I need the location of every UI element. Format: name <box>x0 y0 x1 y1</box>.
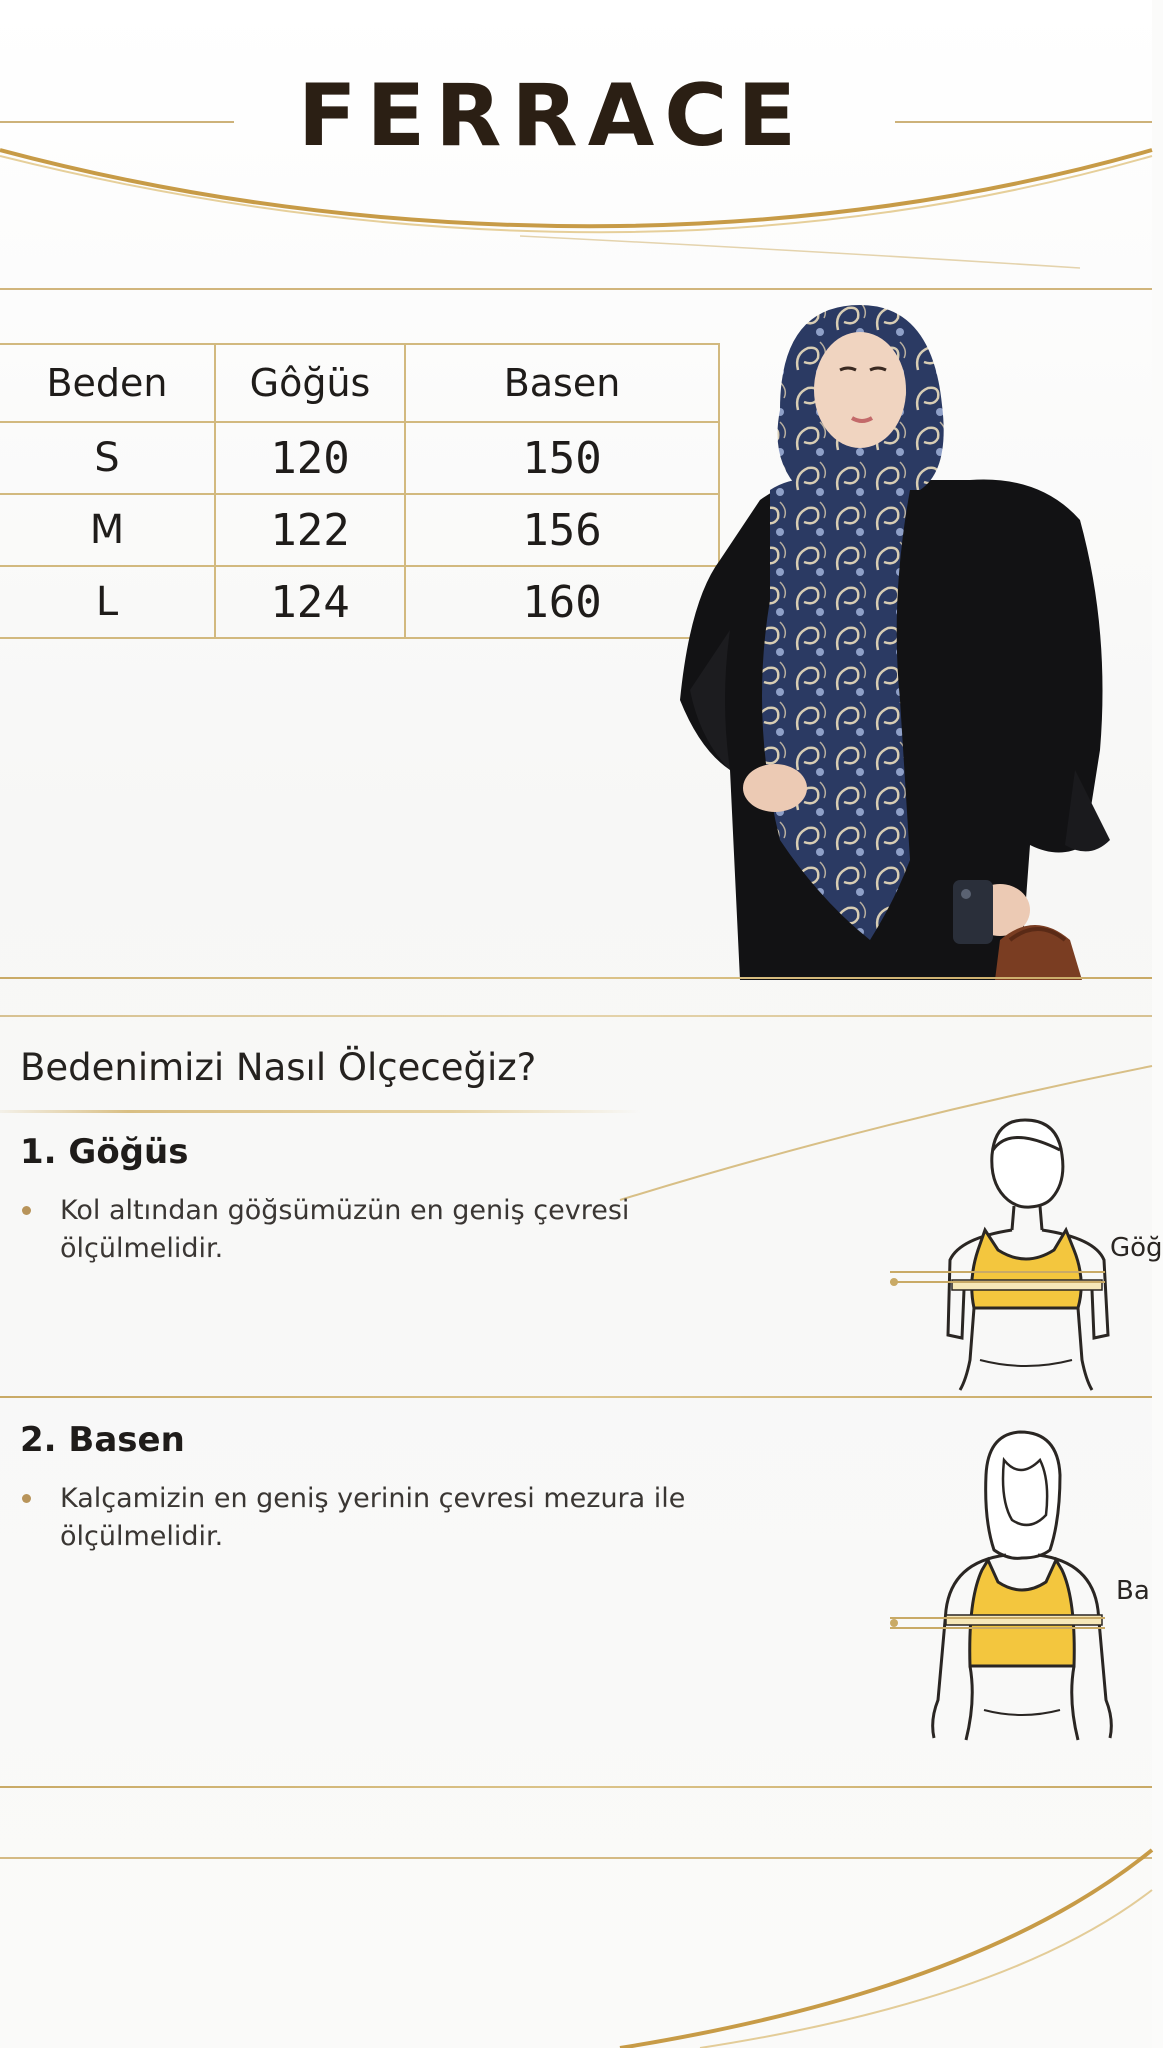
table-row <box>0 494 719 566</box>
measure-heading-chest: 1. Göğüs <box>20 1132 189 1172</box>
brand-title: FERRACE <box>297 66 807 166</box>
chest-cell: 120 <box>215 422 405 494</box>
bullet-item-hip <box>22 1480 762 1556</box>
figure-label-hip: Ba <box>1116 1576 1150 1606</box>
guide-title: Bedenimizi Nasıl Ölçeceğiz? <box>20 1046 537 1089</box>
chest-cell: 122 <box>215 494 405 566</box>
hip-measurement-figure <box>890 1420 1152 1750</box>
size-cell: M <box>0 494 215 566</box>
hip-cell: 150 <box>405 422 719 494</box>
title-underline <box>0 1110 640 1113</box>
bullet-text: Kalçamizin en geniş yerinin çevresi mezura ile ölçülmelidir. <box>60 1483 686 1552</box>
chest-cell: 124 <box>215 566 405 638</box>
gold-swoosh-decoration <box>0 1830 1152 2048</box>
column-header-hip: Basen <box>405 344 719 422</box>
column-header-size: Beden <box>0 344 215 422</box>
measure-heading-hip: 2. Basen <box>20 1420 185 1460</box>
divider-line <box>0 1786 1152 1788</box>
column-header-chest: Gôğüs <box>215 344 405 422</box>
size-cell: S <box>0 422 215 494</box>
model-photo <box>670 300 1130 980</box>
bullet-dot-icon <box>22 1206 31 1215</box>
header <box>0 0 1152 300</box>
table-row <box>0 566 719 638</box>
divider-line <box>0 977 1152 979</box>
figure-label-chest: Göğ <box>1110 1233 1163 1263</box>
size-table <box>0 343 720 639</box>
divider-line <box>0 1015 1152 1017</box>
bullet-dot-icon <box>22 1494 31 1503</box>
divider-line <box>0 1396 1152 1398</box>
table-row <box>0 422 719 494</box>
bullet-text: Kol altından göğsümüzün en geniş çevresi ölçülmelidir. <box>60 1195 630 1264</box>
bullet-item-chest <box>22 1192 722 1268</box>
hip-cell: 156 <box>405 494 719 566</box>
table-header-row <box>0 344 719 422</box>
size-cell: L <box>0 566 215 638</box>
hip-cell: 160 <box>405 566 719 638</box>
